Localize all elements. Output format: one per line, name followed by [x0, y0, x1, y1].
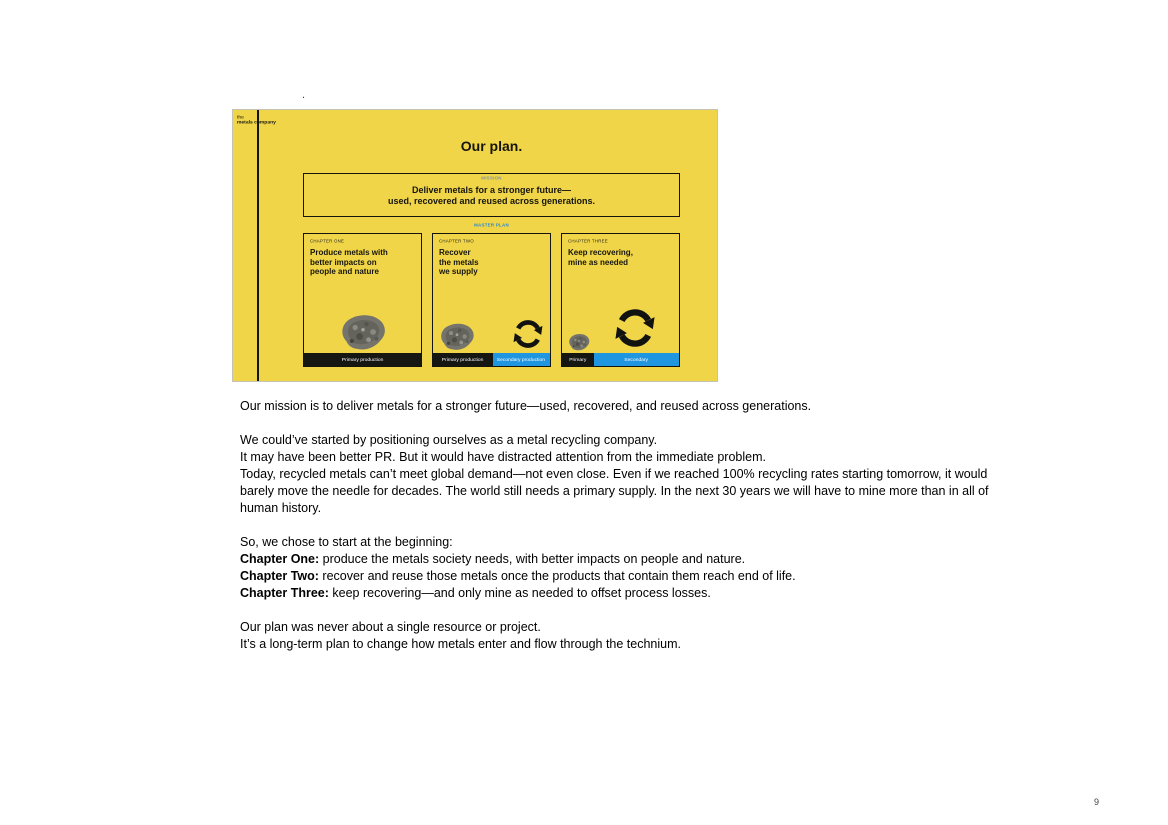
production-bar-segment: Secondary production	[493, 353, 550, 366]
logo-line2: metals company	[237, 119, 276, 126]
production-bar	[562, 353, 679, 366]
chapter-label: CHAPTER THREE	[568, 238, 608, 244]
chapter-media	[438, 317, 545, 351]
mission-line2: used, recovered and reused across generations.	[387, 196, 596, 206]
chapters-row	[303, 233, 680, 367]
chapter-label: CHAPTER ONE	[310, 238, 345, 244]
note-line: It may have been better PR. But it would have distracted attention from the immediate problem.	[240, 450, 766, 464]
production-bar	[433, 353, 550, 366]
chapter-card	[303, 233, 422, 367]
production-bar-segment: Primary production	[304, 353, 421, 366]
note-line: Our mission is to deliver metals for a stronger future—used, recovered, and reused across generations.	[240, 399, 812, 413]
mission-label: MISSION	[481, 175, 502, 181]
company-logo	[237, 115, 293, 125]
chapter-title: Recover the metals we supply	[439, 248, 479, 276]
note-line: So, we chose to start at the beginning:	[240, 535, 453, 549]
note-line: Chapter One: produce the metals society needs, with better impacts on people and nature.	[240, 552, 746, 566]
nodule-rock-image	[567, 333, 591, 351]
note-line: Today, recycled metals can’t meet global demand—not even close. Even if we reached 100% recycling rates starting tomorrow, it would barely move the needle for decades. The world still needs a primary supply. In the next 30 years we will have to mine more than in all of human history.	[240, 467, 989, 515]
page-number: 9	[1094, 797, 1100, 807]
recycle-icon	[511, 317, 545, 351]
slide-content	[303, 110, 680, 381]
mission-line1: Deliver metals for a stronger future—	[411, 185, 572, 195]
logo-line1: the	[237, 114, 244, 120]
note-paragraph	[240, 619, 994, 653]
master-plan-label: MASTER PLAN	[474, 222, 509, 228]
chapter-title: Keep recovering, mine as needed	[568, 248, 633, 267]
note-line: It’s a long-term plan to change how metals enter and flow through the technium.	[240, 637, 681, 651]
production-bar-segment: Secondary	[594, 353, 679, 366]
mission-statement	[304, 185, 679, 207]
slide	[233, 110, 717, 381]
chapter-media	[567, 305, 674, 351]
note-line: We could’ve started by positioning ourselves as a metal recycling company.	[240, 433, 658, 447]
recycle-icon	[612, 305, 658, 351]
stray-dot: .	[302, 89, 306, 101]
note-paragraph	[240, 398, 994, 415]
note-paragraph	[240, 432, 994, 517]
chapter-media	[309, 313, 416, 351]
chapter-card	[561, 233, 680, 367]
nodule-rock-image	[338, 313, 388, 351]
note-line: Chapter Three: keep recovering—and only mine as needed to offset process losses.	[240, 586, 711, 600]
note-line: Chapter Two: recover and reuse those metals once the products that contain them reach end of life.	[240, 569, 796, 583]
notes	[240, 398, 994, 670]
vertical-rule	[257, 110, 259, 381]
production-bar	[304, 353, 421, 366]
chapter-title: Produce metals with better impacts on people and nature	[310, 248, 388, 276]
production-bar-segment: Primary production	[433, 353, 493, 366]
chapter-label: CHAPTER TWO	[439, 238, 474, 244]
production-bar-segment: Primary	[562, 353, 594, 366]
note-paragraph	[240, 534, 994, 602]
mission-box	[303, 173, 680, 217]
nodule-rock-image	[438, 322, 476, 351]
chapter-card	[432, 233, 551, 367]
slide-title: Our plan.	[460, 138, 523, 154]
note-line: Our plan was never about a single resource or project.	[240, 620, 541, 634]
